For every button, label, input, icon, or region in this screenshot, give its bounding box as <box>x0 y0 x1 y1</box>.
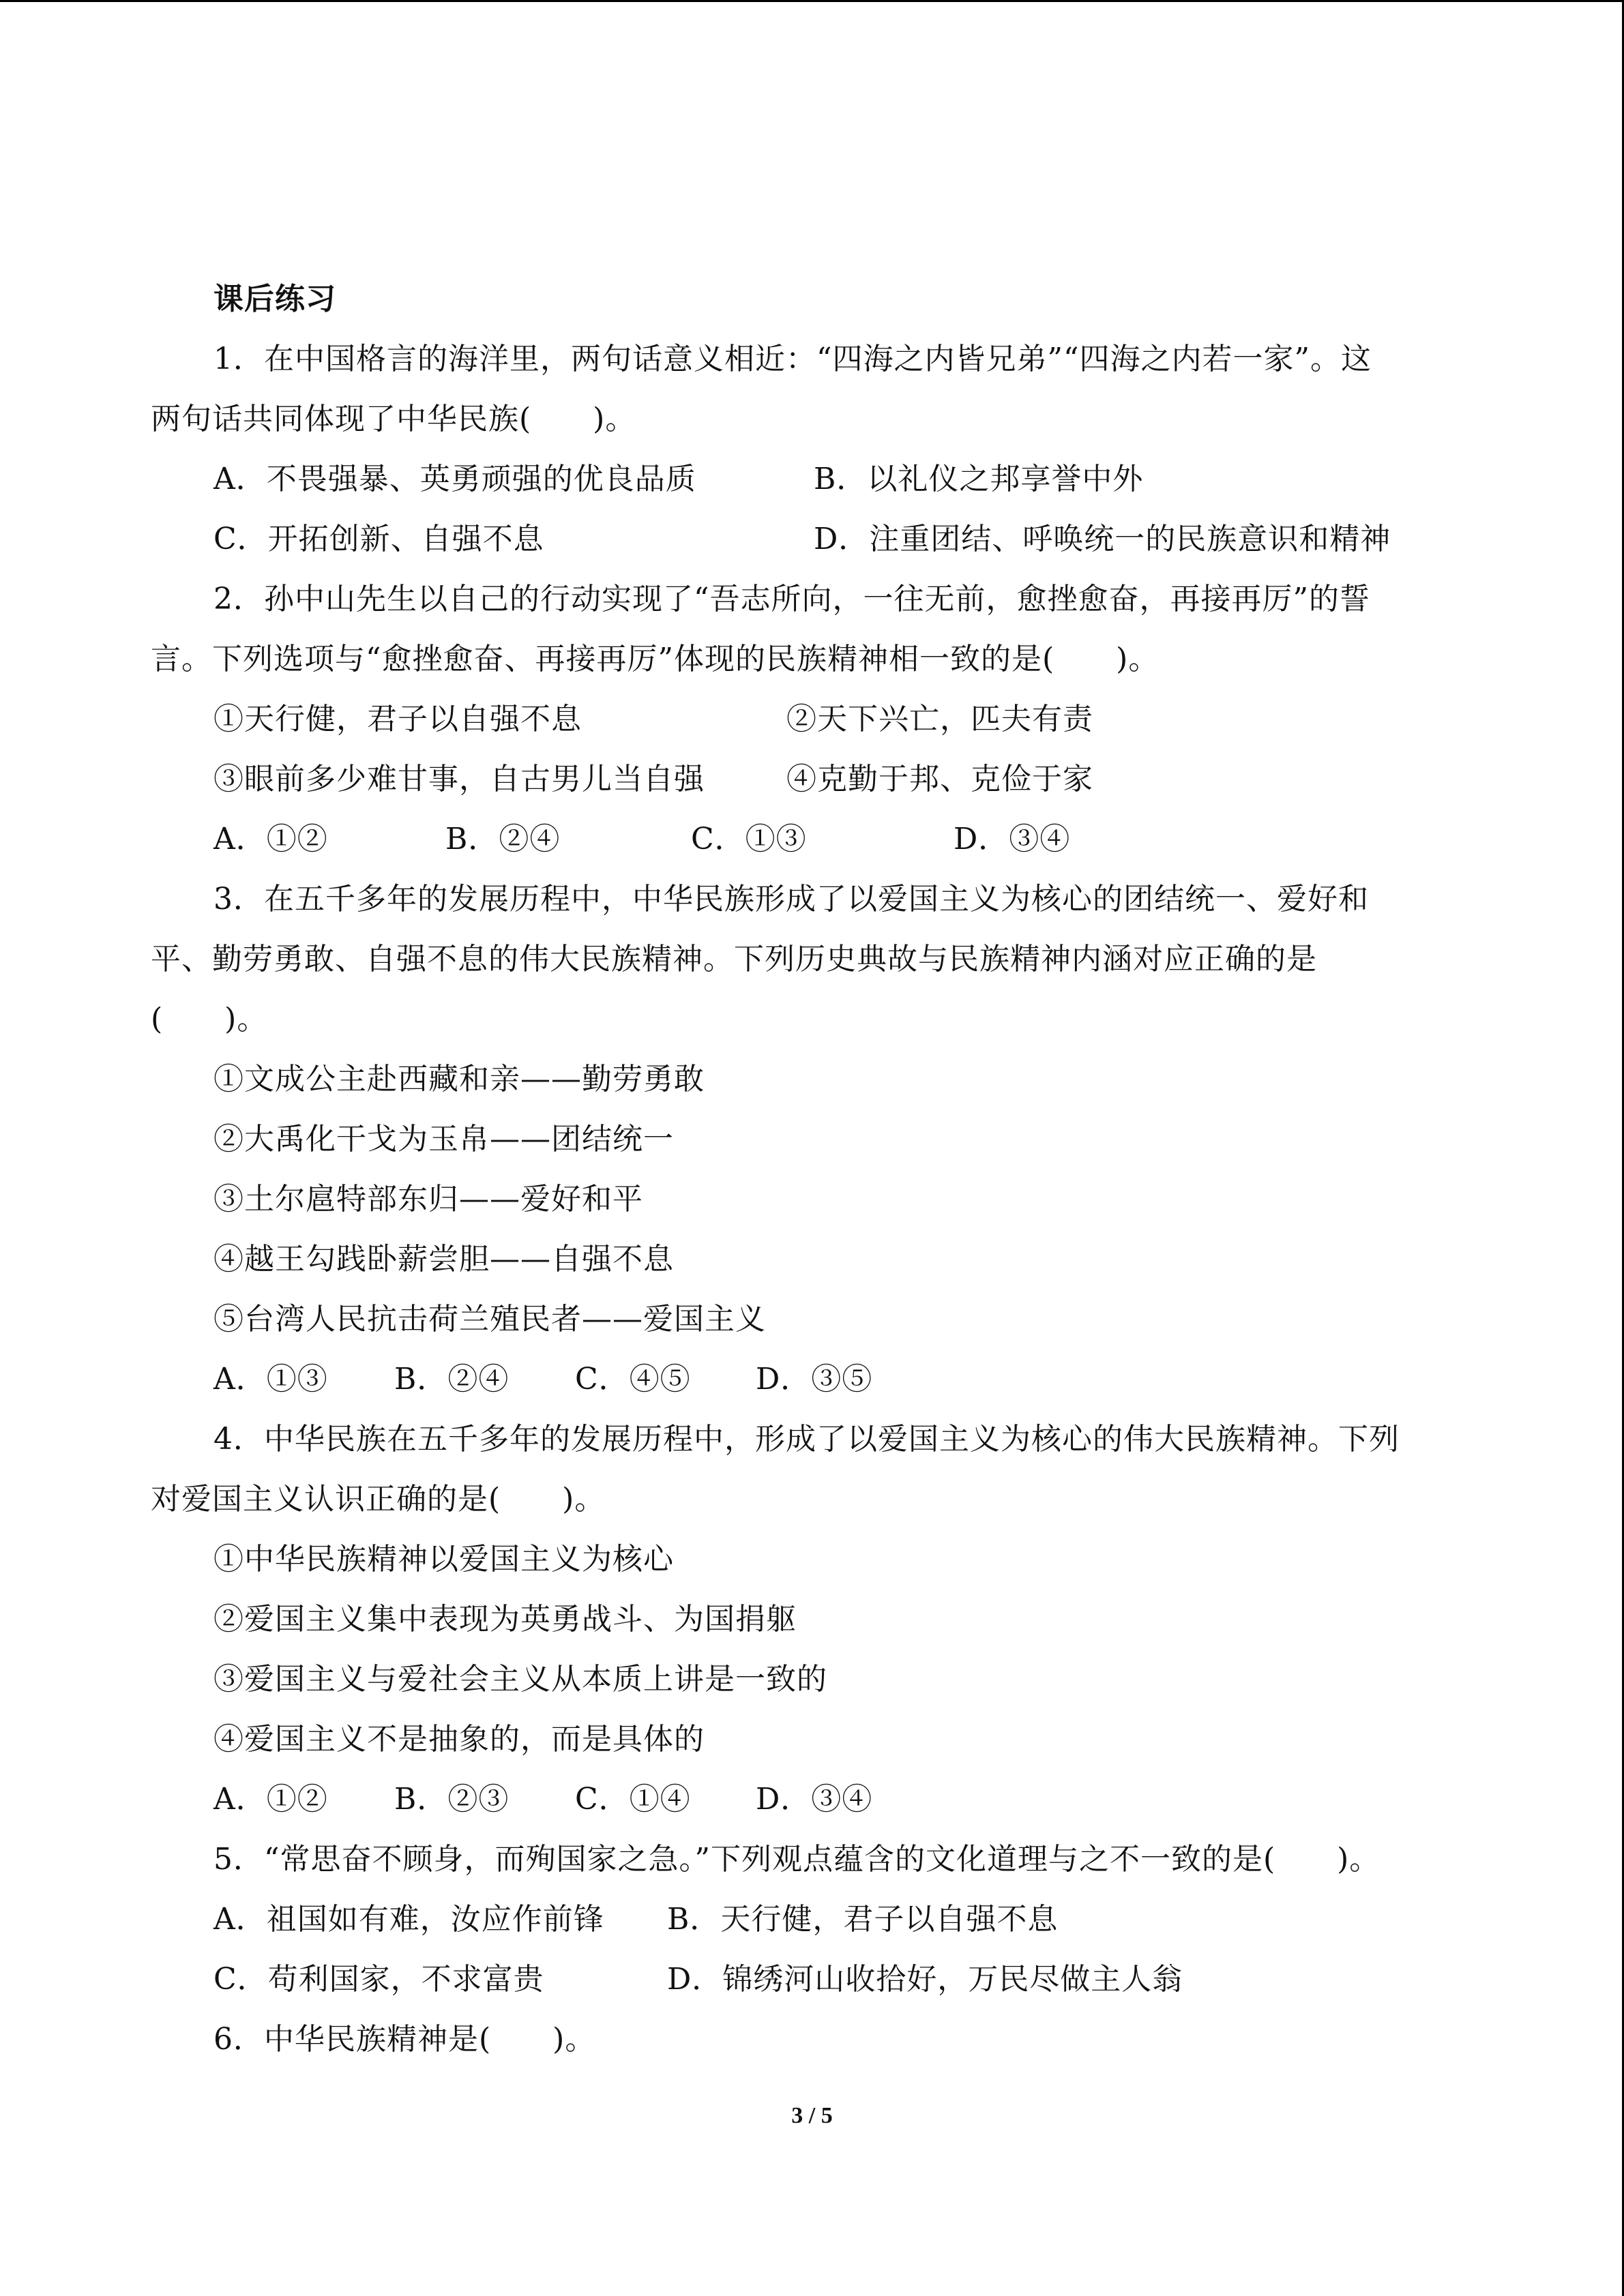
option-c: C．④⑤ <box>575 1362 691 1397</box>
option-d: D．注重团结、呼唤统一的民族意识和精神 <box>814 522 1391 556</box>
question-3 <box>151 869 1474 1410</box>
question-4-options <box>151 1770 1474 1830</box>
option-b: B．②④ <box>445 822 561 856</box>
question-4 <box>151 1410 1474 1830</box>
statement-2: ②天下兴亡，匹夫有责 <box>786 702 1093 736</box>
statement-3: ③眼前多少难甘事，自古男儿当自强 <box>213 762 705 796</box>
option-d: D．③④ <box>954 822 1071 856</box>
statement-1: ①天行健，君子以自强不息 <box>213 702 582 736</box>
question-4-line-1: 4．中华民族在五千多年的发展历程中，形成了以爱国主义为核心的伟大民族精神。下列 <box>213 1422 1400 1457</box>
question-3-line-2: 平、勤劳勇敢、自强不息的伟大民族精神。下列历史典故与民族精神内涵对应正确的是 <box>151 942 1317 976</box>
option-d: D．锦绣河山收拾好，万民尽做主人翁 <box>667 1962 1183 1997</box>
option-a: A．①② <box>213 822 328 856</box>
question-1-line-1: 1．在中国格言的海洋里，两句话意义相近：“四海之内皆兄弟”“四海之内若一家”。这 <box>213 342 1372 376</box>
option-c: C．开拓创新、自强不息 <box>213 522 544 556</box>
question-1-options-row-2 <box>151 509 1474 569</box>
option-a: A．①② <box>213 1782 328 1817</box>
question-5 <box>151 1830 1474 2010</box>
question-1 <box>151 329 1474 569</box>
question-2 <box>151 569 1474 869</box>
option-c: C．①③ <box>691 822 807 856</box>
statement-4: ④克勤于邦、克俭于家 <box>786 762 1093 796</box>
statement-4: ④爱国主义不是抽象的，而是具体的 <box>213 1722 705 1757</box>
option-a: A．①③ <box>213 1362 328 1397</box>
statement-2: ②大禹化干戈为玉帛——团结统一 <box>213 1122 674 1157</box>
option-a: A．祖国如有难，汝应作前锋 <box>213 1902 604 1937</box>
question-2-statements-row-1 <box>151 689 1474 749</box>
option-d: D．③④ <box>756 1782 873 1817</box>
question-2-options <box>151 809 1474 869</box>
option-c: C．①④ <box>575 1782 691 1817</box>
question-1-options-row-1 <box>151 449 1474 509</box>
question-3-line-3: ( )。 <box>151 1002 268 1037</box>
statement-5: ⑤台湾人民抗击荷兰殖民者——爱国主义 <box>213 1302 766 1337</box>
statement-1: ①文成公主赴西藏和亲——勤劳勇敢 <box>213 1062 705 1097</box>
question-4-line-2: 对爱国主义认识正确的是( )。 <box>151 1482 606 1517</box>
question-3-options <box>151 1350 1474 1410</box>
question-1-line-2: 两句话共同体现了中华民族( )。 <box>151 402 636 436</box>
page-content <box>151 269 1474 2070</box>
option-b: B．②④ <box>394 1362 510 1397</box>
option-c: C．苟利国家，不求富贵 <box>213 1962 544 1997</box>
statement-1: ①中华民族精神以爱国主义为核心 <box>213 1542 674 1577</box>
question-5-line-1: 5．“常思奋不顾身，而殉国家之急。”下列观点蕴含的文化道理与之不一致的是( )。 <box>213 1842 1381 1877</box>
question-3-line-1: 3．在五千多年的发展历程中，中华民族形成了以爱国主义为核心的团结统一、爱好和 <box>213 882 1369 916</box>
question-2-statements-row-2 <box>151 749 1474 809</box>
section-title: 课后练习 <box>213 282 336 316</box>
statement-2: ②爱国主义集中表现为英勇战斗、为国捐躯 <box>213 1602 797 1637</box>
page-number: 3 / 5 <box>791 2103 833 2128</box>
question-5-options-row-2 <box>151 1950 1474 2010</box>
option-d: D．③⑤ <box>756 1362 873 1397</box>
question-2-line-2: 言。下列选项与“愈挫愈奋、再接再厉”体现的民族精神相一致的是( )。 <box>151 642 1160 676</box>
question-5-options-row-1 <box>151 1890 1474 1950</box>
option-b: B．②③ <box>394 1782 510 1817</box>
question-6-line-1: 6．中华民族精神是( )。 <box>213 2022 596 2057</box>
option-a: A．不畏强暴、英勇顽强的优良品质 <box>213 462 696 496</box>
option-b: B．天行健，君子以自强不息 <box>667 1902 1059 1937</box>
question-2-line-1: 2．孙中山先生以自己的行动实现了“吾志所向，一往无前，愈挫愈奋，再接再厉”的誓 <box>213 582 1370 616</box>
statement-3: ③土尔扈特部东归——爱好和平 <box>213 1182 643 1217</box>
statement-4: ④越王勾践卧薪尝胆——自强不息 <box>213 1242 674 1277</box>
question-6 <box>151 2010 1474 2070</box>
option-b: B．以礼仪之邦享誉中外 <box>814 462 1144 496</box>
statement-3: ③爱国主义与爱社会主义从本质上讲是一致的 <box>213 1662 827 1697</box>
